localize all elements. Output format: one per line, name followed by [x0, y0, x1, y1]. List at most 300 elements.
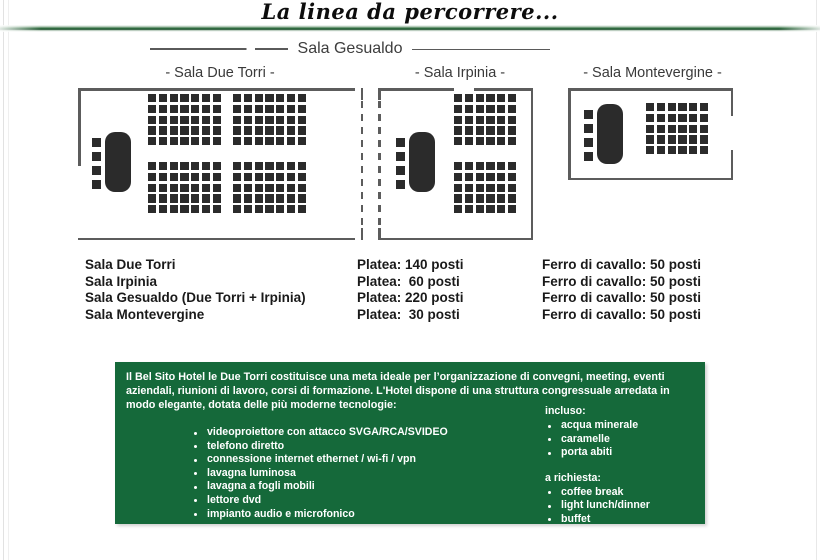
wall-corner-bottom-right	[361, 228, 364, 240]
seat	[255, 173, 263, 181]
seat	[465, 184, 473, 192]
included-heading: incluso:	[545, 405, 586, 417]
seat	[213, 126, 221, 134]
seat-block-front-right	[233, 94, 306, 145]
seat	[213, 184, 221, 192]
seat	[276, 94, 284, 102]
list-item: buffet	[545, 513, 705, 527]
list-item: lavagna a fogli mobili	[191, 480, 531, 494]
seat	[233, 116, 241, 124]
seat	[265, 137, 273, 145]
theatre-capacity-cell: Platea: 220 posti	[357, 290, 464, 305]
seat	[689, 125, 697, 133]
seat	[233, 126, 241, 134]
seat	[657, 146, 665, 154]
wall-top	[568, 88, 733, 91]
seat	[276, 162, 284, 170]
head-table-seat	[396, 152, 405, 161]
seat	[298, 194, 306, 202]
seat	[148, 116, 156, 124]
list-item: lavagna luminosa	[191, 467, 531, 481]
seat	[465, 105, 473, 113]
seat	[191, 126, 199, 134]
seat	[148, 105, 156, 113]
seat	[454, 105, 462, 113]
seat	[454, 184, 462, 192]
seat	[287, 205, 295, 213]
seat	[202, 184, 210, 192]
seat	[233, 94, 241, 102]
seat	[668, 146, 676, 154]
seat-block-front-left	[148, 94, 221, 145]
seat-block-rear	[454, 162, 516, 213]
seat	[678, 125, 686, 133]
list-item: telefono diretto	[191, 440, 531, 454]
seat	[265, 126, 273, 134]
seat	[508, 94, 516, 102]
seat	[213, 105, 221, 113]
equipment-list	[191, 426, 531, 521]
list-item: acqua minerale	[545, 419, 705, 433]
equipment-list-container	[191, 426, 531, 521]
seat	[148, 94, 156, 102]
seat	[191, 184, 199, 192]
ushape-capacity-cell: Ferro di cavallo: 50 posti	[542, 273, 702, 289]
combined-room-label-row	[150, 38, 550, 60]
seat	[233, 162, 241, 170]
list-item: lettore dvd	[191, 494, 531, 508]
theatre-capacity-cell: Platea: 140 posti	[357, 257, 464, 272]
seat	[476, 105, 484, 113]
seat	[276, 184, 284, 192]
seat	[255, 116, 263, 124]
seat	[298, 137, 306, 145]
ushape-capacity-cell: Ferro di cavallo: 50 posti	[542, 290, 702, 305]
seat	[265, 105, 273, 113]
seat	[191, 194, 199, 202]
seat	[508, 126, 516, 134]
seat	[265, 205, 273, 213]
seat	[233, 205, 241, 213]
seat	[170, 205, 178, 213]
seat	[646, 103, 654, 111]
seat	[497, 205, 505, 213]
speaker-podium-table	[409, 132, 435, 192]
seat	[244, 105, 252, 113]
seat	[244, 184, 252, 192]
seat	[700, 146, 708, 154]
seat	[476, 173, 484, 181]
seat	[454, 173, 462, 181]
seat	[287, 184, 295, 192]
seat	[265, 194, 273, 202]
seat	[180, 162, 188, 170]
table-row	[85, 274, 725, 291]
seat	[244, 94, 252, 102]
seat	[276, 105, 284, 113]
seat	[476, 116, 484, 124]
seat	[689, 103, 697, 111]
seat	[180, 126, 188, 134]
seat	[202, 116, 210, 124]
seat	[287, 162, 295, 170]
seat	[213, 194, 221, 202]
seat	[170, 137, 178, 145]
seat	[244, 173, 252, 181]
seat	[244, 137, 252, 145]
room-name-cell: Sala Montevergine	[85, 306, 205, 322]
ushape-capacity-cell: Ferro di cavallo: 50 posti	[542, 257, 702, 272]
seat	[170, 126, 178, 134]
seat	[287, 105, 295, 113]
head-table-seat	[92, 152, 101, 161]
floorplan-irpinia	[378, 88, 533, 240]
wall-right-upper	[731, 88, 734, 116]
list-item: caramelle	[545, 433, 705, 447]
seat	[465, 162, 473, 170]
seat	[148, 194, 156, 202]
seat	[265, 116, 273, 124]
head-table-seat	[92, 180, 101, 189]
seat	[465, 116, 473, 124]
seat	[159, 184, 167, 192]
partition-wall-left	[378, 88, 381, 240]
seat	[678, 103, 686, 111]
seat	[244, 194, 252, 202]
table-row	[85, 307, 725, 324]
seat	[700, 114, 708, 122]
seat	[213, 173, 221, 181]
seat	[191, 116, 199, 124]
seat	[287, 94, 295, 102]
room-name-cell: Sala Gesualdo (Due Torri + Irpinia)	[85, 290, 306, 305]
seat	[213, 162, 221, 170]
seat	[202, 162, 210, 170]
seat	[159, 105, 167, 113]
seat	[202, 94, 210, 102]
seat	[244, 126, 252, 134]
head-table-seat	[584, 138, 593, 147]
seat	[508, 137, 516, 145]
room-title-montevergine: - Sala Montevergine -	[583, 65, 722, 81]
list-item: connessione internet ethernet / wi-fi / vpn	[191, 453, 531, 467]
seat	[233, 105, 241, 113]
seat	[476, 194, 484, 202]
seat	[486, 184, 494, 192]
seat	[508, 116, 516, 124]
services-intro-text: Il Bel Sito Hotel le Due Torri costituisce una meta ideale per l’organizzazione di convegni, meeting, eventi aziendali, riunioni di lavoro, corsi di formazione. L'Hotel dispone di una struttura congressuale arredata in modo elegante, dotata delle più moderne tecnologie:	[126, 371, 670, 412]
seat	[678, 146, 686, 154]
seat	[170, 116, 178, 124]
seat	[202, 194, 210, 202]
head-table-seat	[584, 124, 593, 133]
seat	[287, 137, 295, 145]
seat	[298, 173, 306, 181]
seat	[298, 126, 306, 134]
page-title: La linea da percorrere...	[261, 0, 559, 24]
seat	[170, 94, 178, 102]
wall-corner-top-right	[361, 88, 364, 100]
seat	[202, 205, 210, 213]
seat	[276, 126, 284, 134]
seat	[191, 105, 199, 113]
seat	[255, 162, 263, 170]
capacity-table	[85, 257, 725, 323]
seat	[508, 194, 516, 202]
seat	[700, 135, 708, 143]
seat-block-rear-right	[233, 162, 306, 213]
seat	[159, 126, 167, 134]
seat	[180, 105, 188, 113]
seat	[180, 173, 188, 181]
seat	[265, 94, 273, 102]
seat	[454, 94, 462, 102]
seat	[265, 184, 273, 192]
list-item: videoproiettore con attacco SVGA/RCA/SVIDEO	[191, 426, 531, 440]
wall-top-right-seg	[474, 88, 533, 91]
seat	[191, 94, 199, 102]
seat	[497, 94, 505, 102]
seat	[486, 116, 494, 124]
seat	[668, 114, 676, 122]
wall-right-lower	[731, 150, 734, 180]
seat	[689, 114, 697, 122]
seat	[202, 126, 210, 134]
seat	[202, 105, 210, 113]
seat	[255, 94, 263, 102]
seat	[159, 194, 167, 202]
seat	[486, 137, 494, 145]
seat	[700, 103, 708, 111]
seat	[454, 194, 462, 202]
seat	[497, 137, 505, 145]
seat	[170, 162, 178, 170]
seat	[180, 184, 188, 192]
list-item: coffee break	[545, 486, 705, 500]
seat	[159, 162, 167, 170]
seat	[497, 126, 505, 134]
seat	[486, 162, 494, 170]
seat	[180, 137, 188, 145]
services-panel	[115, 362, 705, 524]
page-border-left	[3, 0, 4, 560]
seat	[265, 173, 273, 181]
seat	[508, 184, 516, 192]
theatre-capacity-cell: Platea: 30 posti	[357, 306, 460, 322]
head-table-seat	[92, 138, 101, 147]
head-table-seat	[396, 166, 405, 175]
seat	[233, 184, 241, 192]
seat	[255, 105, 263, 113]
seat	[657, 114, 665, 122]
combined-label-rule-right	[412, 49, 550, 50]
seat	[486, 94, 494, 102]
seat	[508, 162, 516, 170]
seat	[148, 126, 156, 134]
seat	[646, 114, 654, 122]
theatre-capacity-cell: Platea: 60 posti	[357, 273, 460, 289]
seat	[233, 137, 241, 145]
seat	[476, 184, 484, 192]
list-item: impianto audio e microfonico	[191, 508, 531, 522]
seat	[689, 135, 697, 143]
extras-spacer	[545, 460, 705, 471]
seat	[454, 137, 462, 145]
wall-left	[78, 88, 81, 166]
seat	[678, 135, 686, 143]
seat	[255, 205, 263, 213]
seat	[170, 173, 178, 181]
seat	[678, 114, 686, 122]
seat	[255, 126, 263, 134]
seat	[657, 103, 665, 111]
seat	[255, 184, 263, 192]
seat	[497, 184, 505, 192]
seat	[657, 135, 665, 143]
seat	[298, 162, 306, 170]
seat	[159, 205, 167, 213]
seat	[287, 126, 295, 134]
room-name-cell: Sala Irpinia	[85, 273, 158, 289]
seat	[465, 126, 473, 134]
table-row	[85, 257, 725, 274]
head-table-seat	[92, 166, 101, 175]
seat	[276, 116, 284, 124]
seat	[148, 184, 156, 192]
seat	[298, 205, 306, 213]
seat	[298, 116, 306, 124]
seat	[276, 137, 284, 145]
seat	[476, 137, 484, 145]
seat	[454, 126, 462, 134]
seat	[486, 126, 494, 134]
seat	[497, 194, 505, 202]
combined-room-label: Sala Gesualdo	[297, 40, 403, 57]
seat	[668, 125, 676, 133]
seat	[476, 94, 484, 102]
table-row	[85, 290, 725, 307]
seat	[244, 205, 252, 213]
seat	[213, 137, 221, 145]
room-name-cell: Sala Due Torri	[85, 257, 176, 272]
page-border-right	[816, 0, 817, 560]
head-table-seat	[584, 110, 593, 119]
seat	[497, 162, 505, 170]
seat	[476, 162, 484, 170]
head-table-seat	[396, 180, 405, 189]
seat	[486, 173, 494, 181]
seat	[508, 205, 516, 213]
seat	[159, 173, 167, 181]
head-table-seat	[396, 138, 405, 147]
seat	[148, 205, 156, 213]
wall-right	[531, 88, 534, 240]
seat	[233, 194, 241, 202]
ushape-capacity-cell: Ferro di cavallo: 50 posti	[542, 306, 702, 322]
seat	[497, 105, 505, 113]
seat	[202, 173, 210, 181]
seat	[244, 162, 252, 170]
seat	[646, 125, 654, 133]
seat	[180, 116, 188, 124]
seat	[244, 116, 252, 124]
seat-block-front	[454, 94, 516, 145]
wall-bottom	[568, 178, 733, 181]
seat	[454, 162, 462, 170]
seat	[497, 173, 505, 181]
wall-left	[568, 88, 571, 180]
seat	[646, 146, 654, 154]
included-list	[545, 419, 705, 460]
seat	[465, 173, 473, 181]
on-request-heading: a richiesta:	[545, 471, 601, 484]
seat	[202, 137, 210, 145]
speaker-podium-table	[105, 132, 131, 192]
seat	[298, 184, 306, 192]
list-item: porta abiti	[545, 446, 705, 460]
seat	[668, 135, 676, 143]
seat	[465, 205, 473, 213]
seat	[213, 94, 221, 102]
wall-bottom	[78, 238, 355, 241]
seat	[265, 162, 273, 170]
seat	[170, 194, 178, 202]
combined-label-rule-left	[150, 48, 288, 49]
wall-top-left-seg	[378, 88, 454, 91]
seat	[148, 137, 156, 145]
seat	[276, 173, 284, 181]
seat	[646, 135, 654, 143]
room-title-irpinia: - Sala Irpinia -	[414, 65, 506, 81]
seat-block-main	[646, 103, 708, 154]
header-divider-rule	[0, 25, 820, 32]
seat	[276, 194, 284, 202]
seat	[287, 173, 295, 181]
seat	[159, 116, 167, 124]
seat	[180, 205, 188, 213]
head-table-seat	[584, 152, 593, 161]
on-request-list	[545, 486, 705, 527]
wall-bottom	[378, 238, 533, 241]
room-title-due-torri: - Sala Due Torri -	[165, 65, 275, 81]
seat	[508, 173, 516, 181]
seat	[287, 116, 295, 124]
seat	[476, 126, 484, 134]
seat	[465, 194, 473, 202]
seat	[255, 137, 263, 145]
floorplan-due-torri	[78, 88, 363, 240]
seat	[159, 137, 167, 145]
seat	[170, 105, 178, 113]
seat	[486, 194, 494, 202]
seat	[276, 205, 284, 213]
seat	[213, 205, 221, 213]
seat	[465, 94, 473, 102]
seat	[508, 105, 516, 113]
page-border-left-2	[8, 0, 9, 560]
seat	[170, 184, 178, 192]
seat	[298, 94, 306, 102]
seat	[287, 194, 295, 202]
floorplan-montevergine	[568, 88, 733, 180]
seat	[454, 116, 462, 124]
seat	[191, 173, 199, 181]
seat	[689, 146, 697, 154]
seat	[657, 125, 665, 133]
seat	[486, 105, 494, 113]
seat	[148, 162, 156, 170]
partition-wall-right	[361, 88, 364, 240]
